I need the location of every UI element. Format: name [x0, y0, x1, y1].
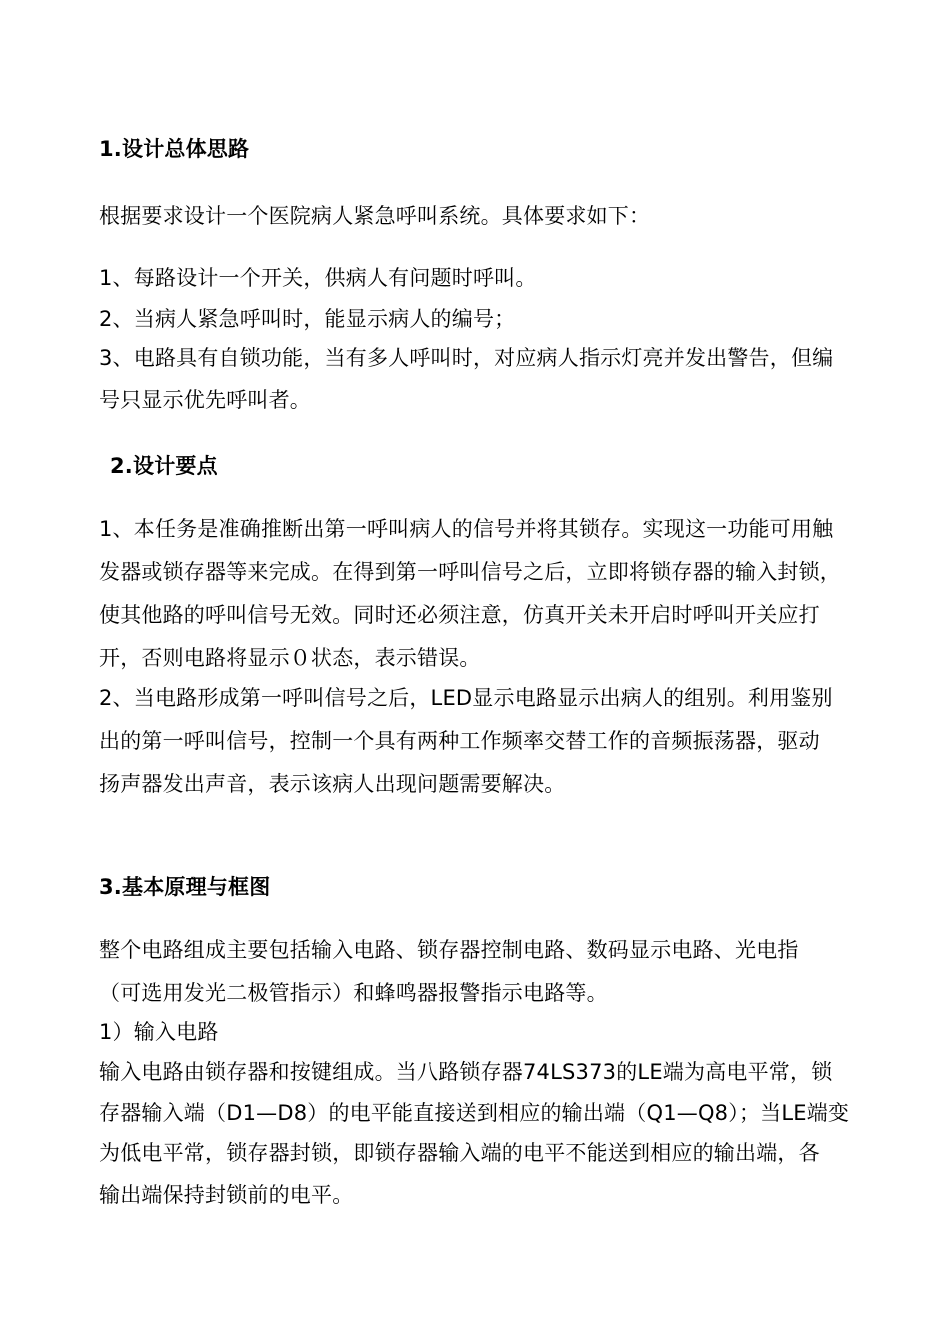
section-3-line-1: 整个电路组成主要包括输入电路、锁存器控制电路、数码显示电路、光电指 [99, 938, 799, 962]
section-2-line-3: 使其他路的呼叫信号无效。同时还必须注意，仿真开关未开启时呼叫开关应打 [99, 603, 820, 627]
section-1-line-3: 2、当病人紧急呼叫时，能显示病人的编号； [99, 307, 516, 331]
section-3-line-4: 输入电路由锁存器和按键组成。当八路锁存器74LS373的LE端为高电平常，锁 [99, 1060, 833, 1084]
section-2-line-7: 扬声器发出声音，表示该病人出现问题需要解决。 [99, 772, 566, 796]
section-2-line-4: 开，否则电路将显示０状态，表示错误。 [99, 646, 481, 670]
section-3-line-2: （可选用发光二极管指示）和蜂鸣器报警指示电路等。 [99, 981, 608, 1005]
section-3-line-6: 为低电平常，锁存器封锁，即锁存器输入端的电平不能送到相应的输出端，各 [99, 1141, 820, 1165]
section-3-line-3: 1）输入电路 [99, 1020, 219, 1044]
section-2-heading: 2.设计要点 [110, 454, 218, 478]
section-1-line-2: 1、每路设计一个开关，供病人有问题时呼叫。 [99, 266, 537, 290]
section-1-line-5: 号只显示优先呼叫者。 [99, 388, 311, 412]
section-2-line-1: 1、本任务是准确推断出第一呼叫病人的信号并将其锁存。实现这一功能可用触 [99, 517, 834, 541]
section-2-line-5: 2、当电路形成第一呼叫信号之后，LED显示电路显示出病人的组别。利用鉴别 [99, 686, 833, 710]
section-3-heading: 3.基本原理与框图 [99, 875, 271, 899]
section-3-line-5: 存器输入端（D1—D8）的电平能直接送到相应的输出端（Q1—Q8）；当LE端变 [99, 1101, 850, 1125]
section-3-line-7: 输出端保持封锁前的电平。 [99, 1183, 354, 1207]
section-1-heading: 1.设计总体思路 [99, 137, 250, 161]
section-2-line-6: 出的第一呼叫信号，控制一个具有两种工作频率交替工作的音频振荡器，驱动 [99, 729, 820, 753]
section-1-line-4: 3、电路具有自锁功能，当有多人呼叫时，对应病人指示灯亮并发出警告，但编 [99, 346, 834, 370]
section-1-line-1: 根据要求设计一个医院病人紧急呼叫系统。具体要求如下： [99, 204, 651, 228]
section-2-line-2: 发器或锁存器等来完成。在得到第一呼叫信号之后，立即将锁存器的输入封锁， [99, 560, 841, 584]
